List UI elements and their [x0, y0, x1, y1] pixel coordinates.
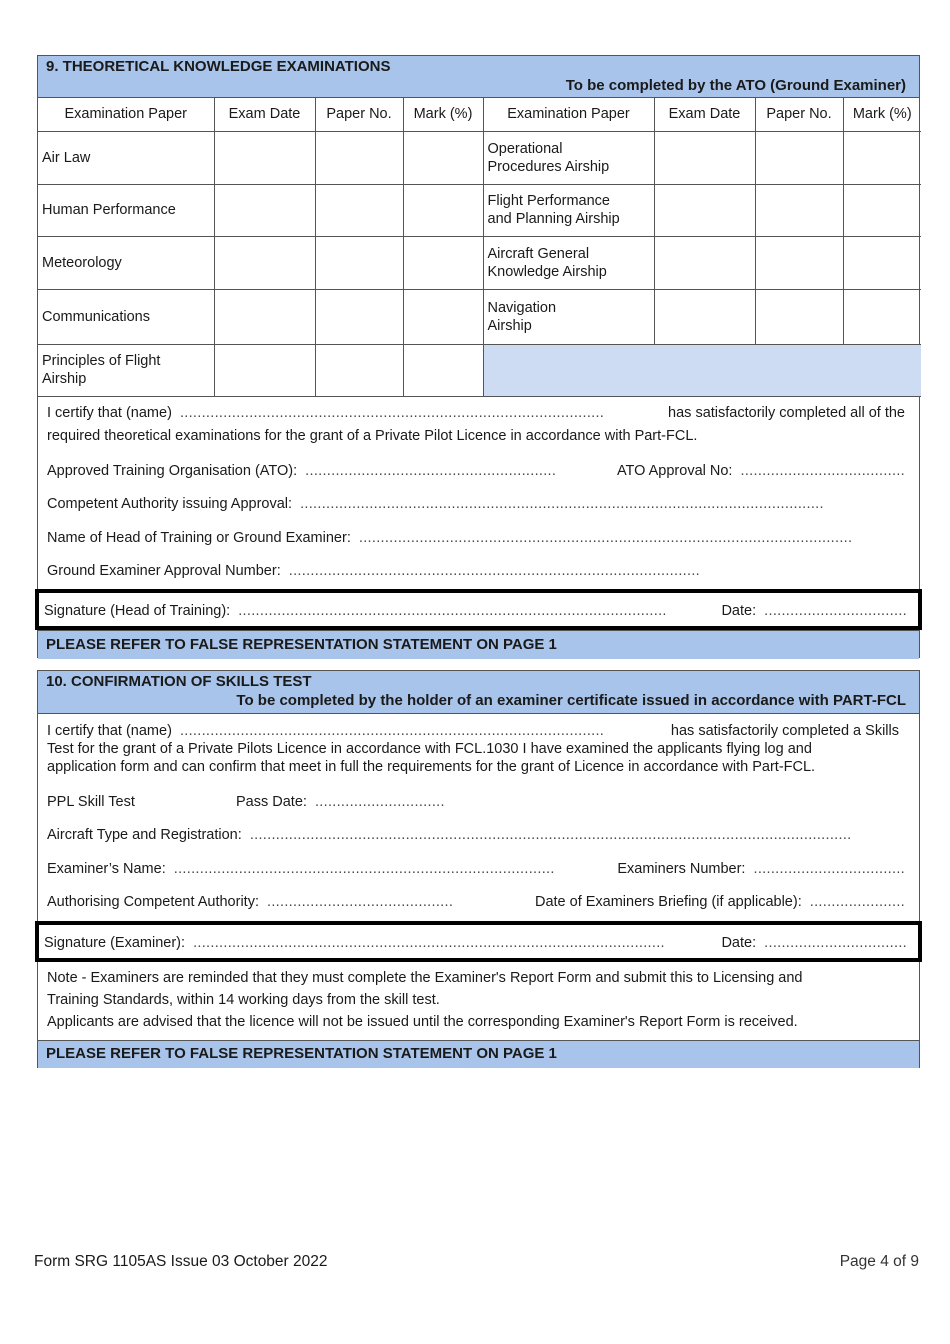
certify-suffix: has satisfactorily completed a Skills [670, 723, 899, 739]
exam-paper-cell: Navigation Airship [483, 289, 654, 344]
mark-input[interactable] [403, 236, 483, 289]
examiner-name-field[interactable]: ........................................................................................ [173, 861, 555, 877]
section-9-title: 9. THEORETICAL KNOWLEDGE EXAMINATIONS [46, 58, 391, 75]
pass-date-field[interactable]: .............................. [314, 794, 445, 810]
section-skills-test [37, 670, 920, 1068]
exam-paper-cell: Meteorology [38, 236, 214, 289]
signature-label: Signature (Examiner): [44, 935, 186, 951]
shaded-empty-cell [483, 344, 921, 396]
header-exam-date: Exam Date [654, 98, 755, 131]
table-row [38, 289, 921, 344]
head-name-line [47, 529, 852, 547]
exam-paper-cell: Communications [38, 289, 214, 344]
section-10-header [38, 671, 919, 714]
ato-label: Approved Training Organisation (ATO): [47, 463, 298, 479]
head-name-field[interactable]: .................................................................................................................. [358, 530, 853, 546]
mark-input[interactable] [843, 236, 921, 289]
date-field[interactable]: ................................. [764, 603, 907, 619]
date-label: Date: [721, 603, 757, 619]
examiner-signature-box [35, 921, 922, 962]
ato-line [47, 462, 556, 480]
auth-authority-label: Authorising Competent Authority: [47, 894, 259, 910]
mark-input[interactable] [403, 184, 483, 236]
mark-input[interactable] [843, 289, 921, 344]
page-number: Page 4 of 9 [839, 1253, 919, 1270]
aircraft-label: Aircraft Type and Registration: [47, 827, 242, 843]
auth-authority-line [47, 893, 453, 911]
ge-number-field[interactable]: ............................................................................................... [288, 563, 700, 579]
briefing-date-line [535, 893, 905, 911]
paper-no-input[interactable] [755, 289, 843, 344]
exam-paper-cell: Principles of Flight Airship [38, 344, 214, 396]
ato-no-label: ATO Approval No: [616, 463, 733, 479]
exam-date-input[interactable] [654, 236, 755, 289]
mark-input[interactable] [403, 131, 483, 184]
header-paper-no: Paper No. [315, 98, 403, 131]
examiner-number-field[interactable]: ................................... [753, 861, 905, 877]
certify-line-2: Test for the grant of a Private Pilots Licence in accordance with FCL.1030 I have examined the applicants flying log and [47, 741, 812, 757]
pass-date-label: Pass Date: [236, 794, 307, 810]
mark-input[interactable] [403, 344, 483, 396]
pass-date-line [236, 793, 445, 811]
date-field[interactable]: ................................. [764, 935, 907, 951]
mark-input[interactable] [843, 184, 921, 236]
exam-paper-cell: Human Performance [38, 184, 214, 236]
note-line-3: Applicants are advised that the licence will not be issued until the corresponding Examiner's Report Form is received. [47, 1014, 798, 1030]
header-exam-paper: Examination Paper [483, 98, 654, 131]
certify-name-field[interactable]: .................................................................................................. [179, 723, 605, 739]
signature-line [44, 934, 665, 952]
header-mark: Mark (%) [843, 98, 921, 131]
table-row [38, 236, 921, 289]
aircraft-line [47, 826, 851, 844]
paper-no-input[interactable] [755, 236, 843, 289]
header-mark: Mark (%) [403, 98, 483, 131]
head-name-label: Name of Head of Training or Ground Examiner: [47, 530, 351, 546]
signature-line [44, 602, 667, 620]
header-paper-no: Paper No. [755, 98, 843, 131]
exam-date-input[interactable] [654, 184, 755, 236]
table-row [38, 131, 921, 184]
paper-no-input[interactable] [315, 236, 403, 289]
ato-field[interactable]: .......................................................... [305, 463, 557, 479]
section-9-body [38, 398, 919, 657]
form-id: Form SRG 1105AS Issue 03 October 2022 [34, 1253, 328, 1270]
ge-number-line [47, 562, 700, 580]
briefing-field[interactable]: ...................... [809, 894, 905, 910]
date-line [721, 602, 907, 620]
section-9-header [38, 56, 919, 98]
exam-date-input[interactable] [214, 184, 315, 236]
false-representation-warning: PLEASE REFER TO FALSE REPRESENTATION STATEMENT ON PAGE 1 [38, 1040, 919, 1068]
certify-line-1 [47, 404, 604, 422]
certify-suffix: has satisfactorily completed all of the [668, 405, 905, 421]
ato-no-line [617, 462, 905, 480]
certify-line-2: required theoretical examinations for the grant of a Private Pilot Licence in accordance with Part-FCL. [47, 428, 698, 444]
examiner-number-label: Examiners Number: [617, 861, 746, 877]
signature-field[interactable]: ................................................................................................... [238, 603, 667, 619]
aircraft-field[interactable]: ........................................................................................................................................... [249, 827, 852, 843]
ge-number-label: Ground Examiner Approval Number: [47, 563, 281, 579]
header-exam-date: Exam Date [214, 98, 315, 131]
table-row [38, 344, 921, 396]
briefing-label: Date of Examiners Briefing (if applicable): [534, 894, 802, 910]
exam-date-input[interactable] [214, 289, 315, 344]
signature-field[interactable]: ............................................................................................................. [193, 935, 665, 951]
table-row [38, 184, 921, 236]
paper-no-input[interactable] [315, 184, 403, 236]
paper-no-input[interactable] [315, 131, 403, 184]
false-representation-warning: PLEASE REFER TO FALSE REPRESENTATION STATEMENT ON PAGE 1 [38, 630, 919, 659]
ato-no-field[interactable]: ...................................... [740, 463, 905, 479]
exam-date-input[interactable] [654, 289, 755, 344]
certify-line-1 [47, 722, 604, 740]
section-theoretical-knowledge [37, 55, 920, 658]
paper-no-input[interactable] [755, 131, 843, 184]
date-line [721, 934, 907, 952]
signature-label: Signature (Head of Training): [44, 603, 231, 619]
certify-label: I certify that (name) [47, 405, 172, 421]
section-9-subtitle: To be completed by the ATO (Ground Examiner) [565, 77, 906, 94]
mark-input[interactable] [843, 131, 921, 184]
exam-date-input[interactable] [214, 131, 315, 184]
paper-no-input[interactable] [755, 184, 843, 236]
mark-input[interactable] [403, 289, 483, 344]
authority-field[interactable]: ......................................................................................................................... [300, 496, 824, 512]
exam-paper-cell: Air Law [38, 131, 214, 184]
exam-date-input[interactable] [654, 131, 755, 184]
section-10-title: 10. CONFIRMATION OF SKILLS TEST [46, 673, 312, 690]
examiner-number-line [617, 860, 905, 878]
exam-paper-cell: Aircraft General Knowledge Airship [483, 236, 654, 289]
exam-table-header [38, 98, 921, 131]
signature-box [35, 589, 922, 630]
note-line-1: Note - Examiners are reminded that they must complete the Examiner's Report Form and submit this to Licensing and [47, 970, 803, 986]
date-label: Date: [721, 935, 757, 951]
certify-label: I certify that (name) [47, 723, 172, 739]
section-10-subtitle: To be completed by the holder of an examiner certificate issued in accordance with PART-FCL [236, 692, 906, 709]
header-exam-paper: Examination Paper [38, 98, 214, 131]
paper-no-input[interactable] [315, 344, 403, 396]
skill-test-label: PPL Skill Test [47, 794, 135, 810]
auth-authority-field[interactable]: ........................................... [267, 894, 454, 910]
exam-date-input[interactable] [214, 344, 315, 396]
certify-name-field[interactable]: .................................................................................................. [179, 405, 605, 421]
paper-no-input[interactable] [315, 289, 403, 344]
authority-line [47, 495, 824, 513]
certify-line-3: application form and can confirm that meet in full the requirements for the grant of Licence in accordance with Part-FCL. [47, 759, 816, 775]
exam-paper-cell: Operational Procedures Airship [483, 131, 654, 184]
authority-label: Competent Authority issuing Approval: [47, 496, 293, 512]
examiner-name-label: Examiner’s Name: [47, 861, 166, 877]
exam-date-input[interactable] [214, 236, 315, 289]
exam-table [38, 98, 921, 397]
exam-paper-cell: Flight Performance and Planning Airship [483, 184, 654, 236]
note-line-2: Training Standards, within 14 working days from the skill test. [47, 992, 440, 1008]
examiner-name-line [47, 860, 555, 878]
